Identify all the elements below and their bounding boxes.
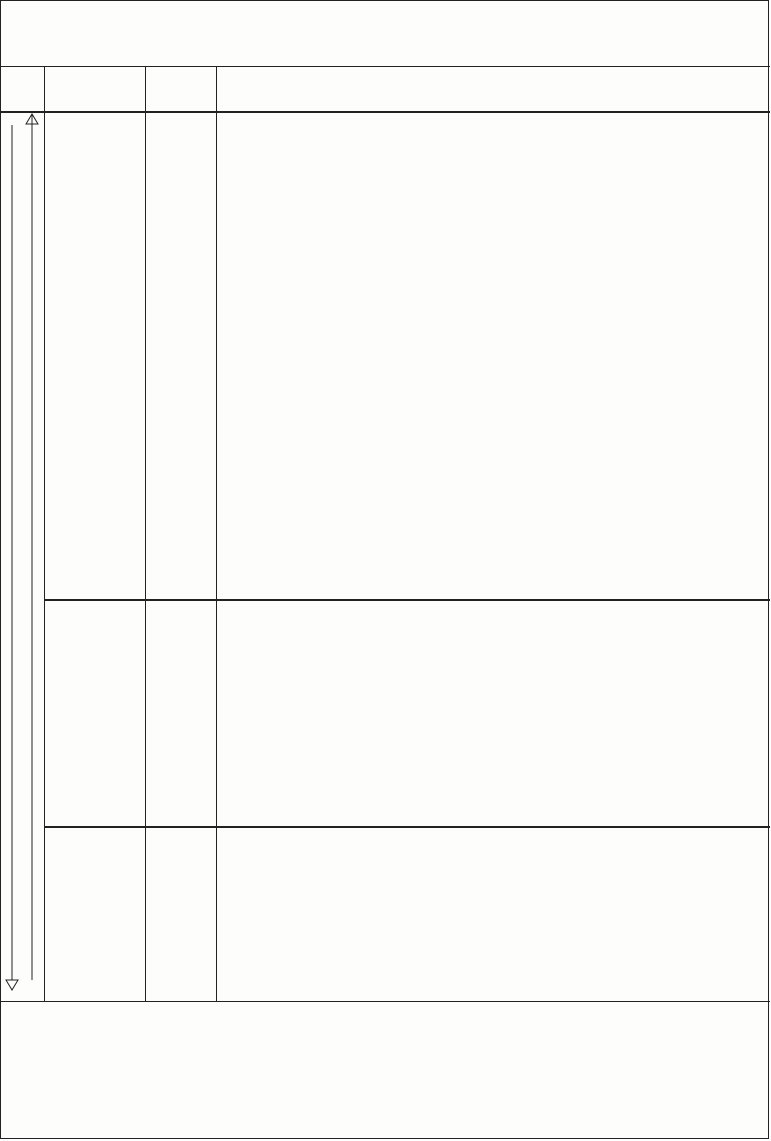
header-sort (146, 67, 216, 111)
header-area (217, 67, 769, 111)
grid-line (44, 67, 45, 1002)
axis-arrows (1, 110, 44, 1000)
group-separator (44, 826, 770, 828)
iso-table (1, 66, 770, 1002)
grid-line (145, 67, 146, 1002)
grid-line (216, 67, 217, 1002)
group-k (44, 881, 146, 887)
footer (1, 1001, 770, 1141)
group-p (44, 296, 146, 302)
group-separator (44, 599, 770, 601)
axis-column (1, 110, 44, 1000)
table-header (1, 67, 770, 113)
group-m (44, 623, 146, 629)
header-group (44, 67, 145, 111)
